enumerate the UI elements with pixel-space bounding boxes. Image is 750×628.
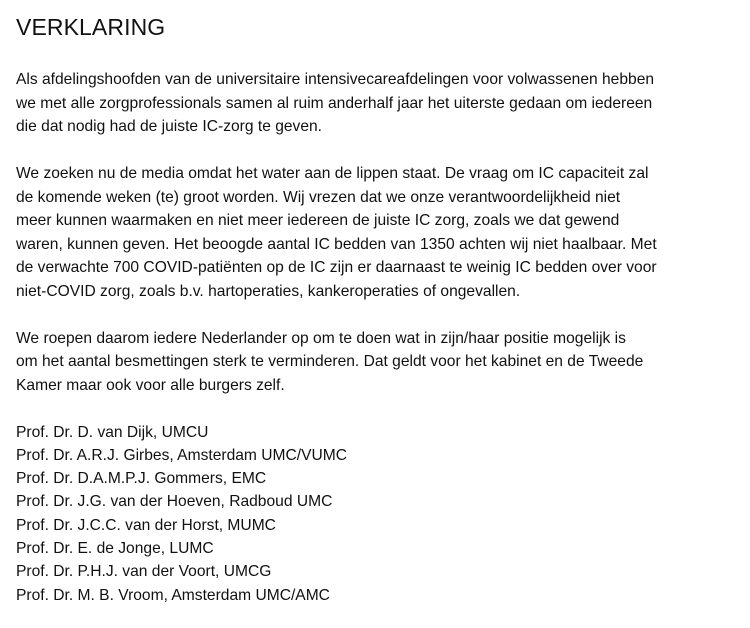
- paragraph-line: de komende weken (te) groot worden. Wij vrezen dat we onze verantwoordelijkheid niet: [16, 188, 621, 206]
- paragraph-line: om het aantal besmettingen sterk te verminderen. Dat geldt voor het kabinet en de Tweede: [16, 353, 644, 370]
- paragraph-line: Kamer maar ook voor alle burgers zelf.: [16, 376, 285, 394]
- paragraph-line: die dat nodig had de juiste IC-zorg te geven.: [16, 118, 323, 135]
- signatory: Prof. Dr. M. B. Vroom, Amsterdam UMC/AMC: [16, 586, 330, 604]
- paragraph-intro: [16, 68, 742, 139]
- signatory: Prof. Dr. J.C.C. van der Horst, MUMC: [16, 516, 276, 534]
- paragraph-line: we met alle zorgprofessionals samen al ruim anderhalf jaar het uiterste gedaan om iedereen: [16, 94, 653, 112]
- paragraph-line: de verwachte 700 COVID-patiënten op de IC zijn er daarnaast te weinig IC bedden over voor: [16, 259, 657, 276]
- paragraph-line: waren, kunnen geven. Het beoogde aantal IC bedden van 1350 achten wij niet haalbaar. Met: [16, 235, 657, 253]
- paragraph-line: meer kunnen waarmaken en niet meer iedereen de juiste IC zorg, zoals we dat gewend: [16, 212, 620, 229]
- document-title: VERKLARING: [16, 14, 166, 40]
- signatory: Prof. Dr. P.H.J. van der Voort, UMCG: [16, 563, 272, 581]
- paragraph-line: We roepen daarom iedere Nederlander op om te doen wat in zijn/haar positie mogelijk is: [16, 329, 626, 347]
- paragraph-line: We zoeken nu de media omdat het water aan de lippen staat. De vraag om IC capaciteit zal: [16, 165, 649, 182]
- signatory-list: [16, 421, 742, 607]
- paragraph-capacity: [16, 162, 742, 303]
- signatory: Prof. Dr. A.R.J. Girbes, Amsterdam UMC/VUMC: [16, 446, 347, 464]
- signatory: Prof. Dr. D. van Dijk, UMCU: [16, 423, 209, 441]
- signatory: Prof. Dr. E. de Jonge, LUMC: [16, 539, 214, 557]
- paragraph-appeal: [16, 327, 742, 398]
- paragraph-line: niet-COVID zorg, zoals b.v. hartoperaties, kankeroperaties of ongevallen.: [16, 282, 521, 300]
- signatory: Prof. Dr. J.G. van der Hoeven, Radboud UMC: [16, 493, 333, 511]
- signatory: Prof. Dr. D.A.M.P.J. Gommers, EMC: [16, 470, 267, 488]
- document: [16, 12, 742, 607]
- paragraph-line: Als afdelingshoofden van de universitaire intensivecareafdelingen voor volwassenen hebben: [16, 71, 655, 88]
